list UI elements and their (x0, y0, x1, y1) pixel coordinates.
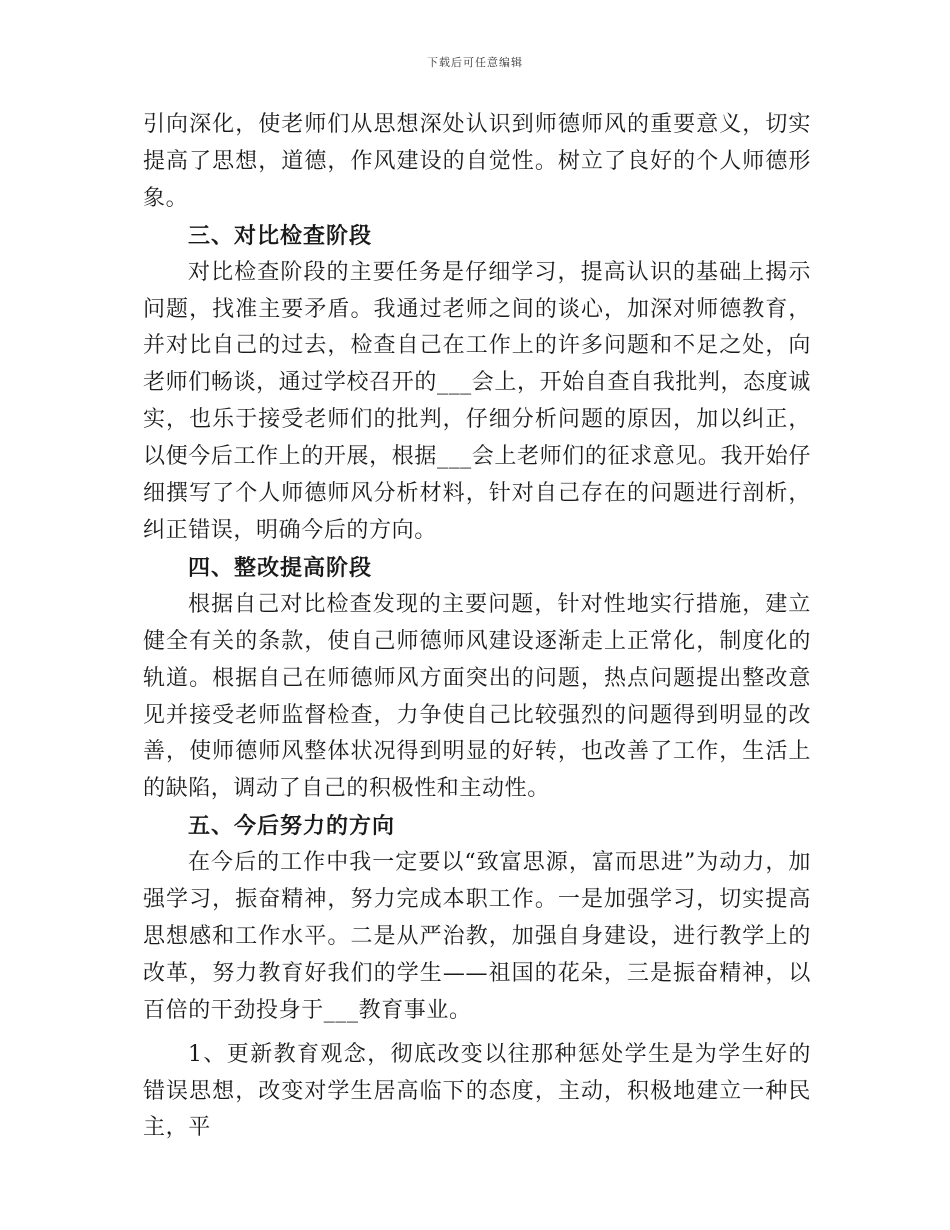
page-header-note: 下载后可任意编辑 (427, 56, 523, 69)
paragraph-comparison-check: 对比检查阶段的主要任务是仔细学习，提高认识的基础上揭示问题，找准主要矛盾。我通过老师之间的谈心，加深对师德教育，并对比自己的过去，检查自己在工作上的许多问题和不足之处，向老师们畅谈，通过学校召开的___会上，开始自查自我批判，态度诚实，也乐于接受老师们的批判，仔细分析问题的原因，加以纠正，以便今后工作上的开展，根据___会上老师们的征求意见。我开始仔细撰写了个人师德师风分析材料，针对自己存在的问题进行剖析，纠正错误，明确今后的方向。 (143, 259, 811, 543)
paragraph-item-1: 1、更新教育观念，彻底改变以往那种惩处学生是为学生好的错误思想，改变对学生居高临下的态度，主动，积极地建立一种民主，平 (143, 1041, 811, 1141)
paragraph-continuation: 引向深化，使老师们从思想深处认识到师德师风的重要意义，切实提高了思想，道德，作风建设的自觉性。树立了良好的个人师德形象。 (143, 112, 811, 211)
document-body (143, 107, 811, 1147)
section-heading-comparison-check: 三、对比检查阶段 (188, 222, 373, 249)
section-heading-future-direction: 五、今后努力的方向 (188, 813, 396, 840)
paragraph-future-direction: 在今后的工作中我一定要以“致富思源，富而思进”为动力，加强学习，振奋精神，努力完成本职工作。一是加强学习，切实提高思想感和工作水平。二是从严治教，加强自身建设，进行教学上的改革，努力教育好我们的学生——祖国的花朵，三是振奋精神，以百倍的干劲投身于___教育事业。 (143, 850, 811, 1023)
section-heading-rectification: 四、整改提高阶段 (188, 554, 373, 581)
paragraph-rectification: 根据自己对比检查发现的主要问题，针对性地实行措施，建立健全有关的条款，使自己师德师风建设逐渐走上正常化，制度化的轨道。根据自己在师德师风方面突出的问题，热点问题提出整改意见并接受老师监督检查，力争使自己比较强烈的问题得到明显的改善，使师德师风整体状况得到明显的好转，也改善了工作，生活上的缺陷，调动了自己的积极性和主动性。 (143, 591, 811, 802)
